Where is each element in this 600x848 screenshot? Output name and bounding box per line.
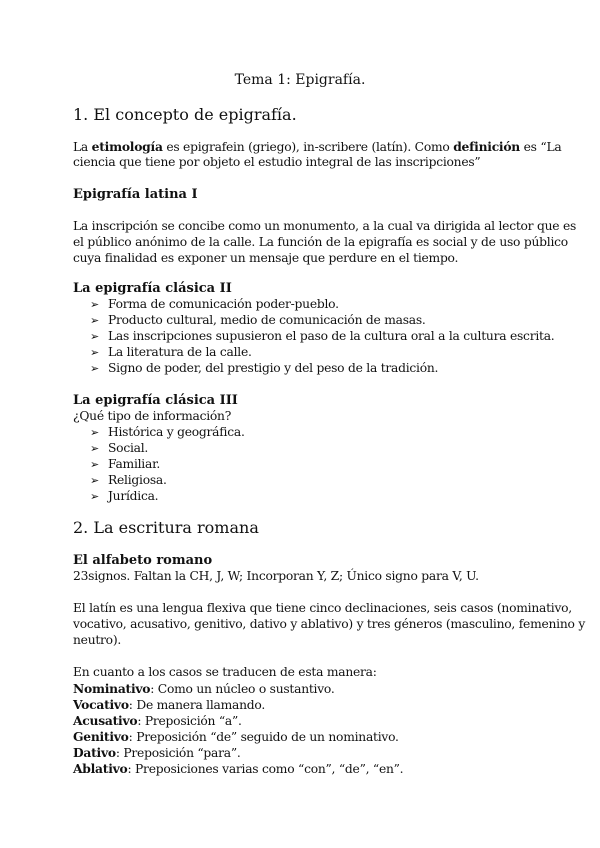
question-text: ¿Qué tipo de información? <box>73 409 232 423</box>
list-item <box>90 441 148 455</box>
alphabet-text: 23signos. Faltan la CH, J, W; Incorporan Y, Z; Único signo para V, U. <box>73 569 479 583</box>
term-definicion: definición <box>453 139 520 154</box>
case-desc: : Preposición “para”. <box>115 746 241 760</box>
list-item-text: Producto cultural, medio de comunicación de masas. <box>108 313 426 327</box>
list-item-text: Jurídica. <box>108 489 159 503</box>
text-run: es epigrafein (griego), in-scribere (latín). Como <box>162 140 454 154</box>
case-line <box>73 713 242 728</box>
case-name: Nominativo <box>73 681 151 696</box>
case-name: Acusativo <box>73 713 138 728</box>
arrow-bullet-icon: ➢ <box>90 314 99 327</box>
paragraph-line: La inscripción se concibe como un monumento, a la cual va dirigida al lector que es <box>73 219 577 233</box>
arrow-bullet-icon: ➢ <box>90 298 99 311</box>
case-line <box>73 729 399 744</box>
list-item <box>90 361 438 375</box>
case-desc: : Preposiciones varias como “con”, “de”, “en”. <box>127 762 404 776</box>
list-item <box>90 425 245 439</box>
arrow-bullet-icon: ➢ <box>90 426 99 439</box>
case-line <box>73 745 241 760</box>
list-item <box>90 313 426 327</box>
definition-paragraph-line-1 <box>73 139 561 154</box>
cases-intro: En cuanto a los casos se traducen de esta manera: <box>73 665 377 679</box>
term-etimologia: etimología <box>91 139 163 154</box>
list-item <box>90 489 158 503</box>
list-item-text: Familiar. <box>108 457 161 471</box>
paragraph-line: El latín es una lengua flexiva que tiene cinco declinaciones, seis casos (nominativo, <box>73 601 572 615</box>
subheading-epigrafia-clasica-iii: La epigrafía clásica III <box>73 393 238 408</box>
subheading-epigrafia-clasica-ii: La epigrafía clásica II <box>73 281 232 296</box>
arrow-bullet-icon: ➢ <box>90 490 99 503</box>
subheading-alfabeto-romano: El alfabeto romano <box>73 553 213 568</box>
list-item <box>90 473 167 487</box>
list-item-text: Histórica y geográfica. <box>108 425 245 439</box>
page-title: Tema 1: Epigrafía. <box>234 72 366 88</box>
case-name: Genitivo <box>73 729 129 744</box>
list-item-text: La literatura de la calle. <box>108 345 252 359</box>
list-item <box>90 457 160 471</box>
text-run: es “La <box>520 140 562 154</box>
arrow-bullet-icon: ➢ <box>90 442 99 455</box>
list-item <box>90 297 339 311</box>
case-name: Ablativo <box>73 761 128 776</box>
case-line <box>73 761 403 776</box>
section-heading-escritura-romana: 2. La escritura romana <box>73 518 259 537</box>
arrow-bullet-icon: ➢ <box>90 346 99 359</box>
case-desc: : Como un núcleo o sustantivo. <box>150 682 335 696</box>
list-item-text: Religiosa. <box>108 473 167 487</box>
case-line <box>73 681 335 696</box>
case-name: Vocativo <box>73 697 129 712</box>
list-item-text: Signo de poder, del prestigio y del peso de la tradición. <box>108 361 439 375</box>
paragraph-line: vocativo, acusativo, genitivo, dativo y ablativo) y tres géneros (masculino, femenino y <box>73 617 586 631</box>
case-desc: : Preposición “a”. <box>137 714 242 728</box>
section-heading-concepto: 1. El concepto de epigrafía. <box>73 105 297 124</box>
case-desc: : De manera llamando. <box>128 698 266 712</box>
case-desc: : Preposición “de” seguido de un nominativo. <box>128 730 399 744</box>
definition-paragraph-line-2: ciencia que tiene por objeto el estudio integral de las inscripciones” <box>73 155 481 169</box>
arrow-bullet-icon: ➢ <box>90 362 99 375</box>
list-item <box>90 345 252 359</box>
list-item-text: Forma de comunicación poder-pueblo. <box>108 297 339 311</box>
paragraph-line: cuya finalidad es exponer un mensaje que perdure en el tiempo. <box>73 251 459 265</box>
arrow-bullet-icon: ➢ <box>90 474 99 487</box>
text-run: La <box>73 140 92 154</box>
case-name: Dativo <box>73 745 116 760</box>
list-item-text: Las inscripciones supusieron el paso de la cultura oral a la cultura escrita. <box>108 329 555 343</box>
arrow-bullet-icon: ➢ <box>90 330 99 343</box>
subheading-epigrafia-latina: Epigrafía latina I <box>73 187 198 202</box>
paragraph-line: neutro). <box>73 633 122 647</box>
list-item-text: Social. <box>108 441 149 455</box>
case-line <box>73 697 265 712</box>
arrow-bullet-icon: ➢ <box>90 458 99 471</box>
list-item <box>90 329 554 343</box>
paragraph-line: el público anónimo de la calle. La función de la epigrafía es social y de uso público <box>73 235 568 249</box>
